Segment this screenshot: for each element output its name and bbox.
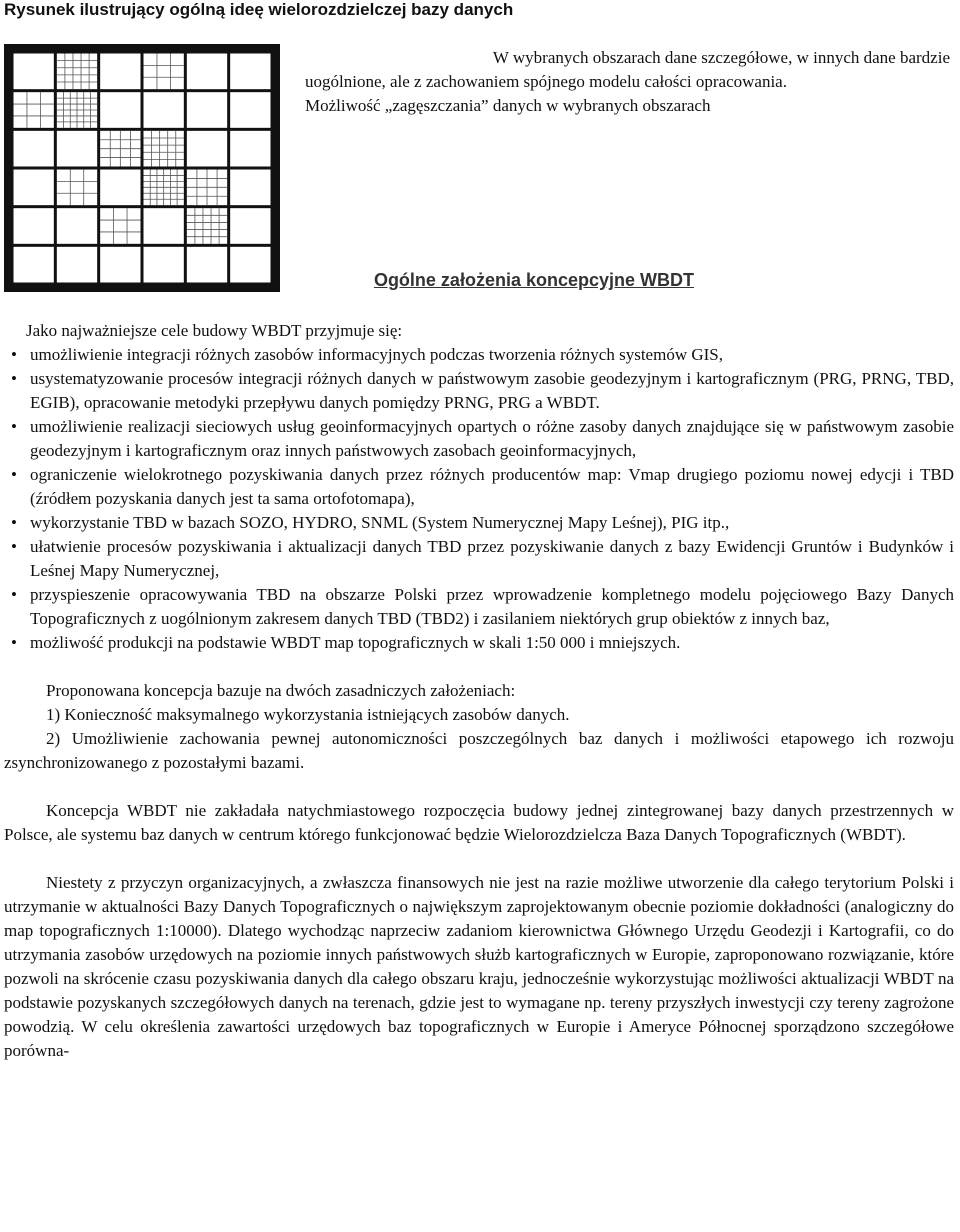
paragraph-1: Koncepcja WBDT nie zakładała natychmiastowego rozpoczęcia budowy jednej zintegrowanej bazy danych przestrzennych w Polsce, ale systemu baz danych w centrum którego funkcjonować będzie Wielorozdzielcza Baza Danych Topograficznych (WBDT). bbox=[4, 801, 954, 844]
bullet-item: • ułatwienie procesów pozyskiwania i aktualizacji danych TBD przez pozyskiwanie danych z bazy Ewidencji Gruntów i Budynków i Leśnej Mapy Numerycznej, bbox=[4, 535, 954, 583]
grid-cell bbox=[57, 131, 97, 167]
grid-cell bbox=[144, 92, 184, 128]
bullet-icon: • bbox=[11, 465, 17, 484]
grid-cell bbox=[187, 131, 227, 167]
bullet-item: • usystematyzowanie procesów integracji różnych danych w państwowym zasobie geodezyjnym i kartograficznym (PRG, PRNG, TBD, EGIB), opracowanie metodyki przepływu danych pomiędzy PRNG, PRG a WBDT. bbox=[4, 367, 954, 415]
grid-cell bbox=[14, 131, 54, 167]
grid-cell bbox=[14, 92, 54, 128]
bullet-item: • umożliwienie realizacji sieciowych usług geoinformacyjnych opartych o różne zasoby danych znajdujące się w państwowym zasobie geodezyjnym i kartograficznym oraz innych państwowych zasobach geoinformacyjnych, bbox=[4, 415, 954, 463]
bullet-item: • umożliwienie integracji różnych zasobów informacyjnych podczas tworzenia różnych systemów GIS, bbox=[4, 343, 954, 367]
grid-cell bbox=[14, 170, 54, 206]
bullet-icon: • bbox=[11, 513, 17, 532]
goals-lead: Jako najważniejsze cele budowy WBDT przyjmuje się: bbox=[26, 321, 403, 340]
grid-cell bbox=[144, 131, 184, 167]
bullet-item: • ograniczenie wielokrotnego pozyskiwania danych przez różnych producentów map: Vmap drugiego poziomu nowej edycji i TBD (źródłem pozyskania danych jest ta sama ortofotomapa), bbox=[4, 463, 954, 511]
concept-item-2: 2) Umożliwienie zachowania pewnej autonomiczności poszczególnych baz danych i możliwości etapowego ich rozwoju zsynchronizowanego z pozostałymi bazami. bbox=[4, 729, 954, 772]
grid-cell bbox=[100, 54, 140, 90]
grid-cell bbox=[187, 54, 227, 90]
grid-cell bbox=[100, 170, 140, 206]
bullet-icon: • bbox=[11, 633, 17, 652]
intro-line-2: uogólnione, ale z zachowaniem spójnego modelu całości opracowania. bbox=[305, 72, 787, 91]
bullet-icon: • bbox=[11, 585, 17, 604]
grid-cell bbox=[230, 208, 270, 244]
grid-cell bbox=[230, 92, 270, 128]
concept-lead: Proponowana koncepcja bazuje na dwóch zasadniczych założeniach: bbox=[46, 681, 516, 700]
bullet-item: • wykorzystanie TBD w bazach SOZO, HYDRO, SNML (System Numerycznej Mapy Leśnej), PIG itp., bbox=[4, 511, 954, 535]
grid-cell bbox=[187, 208, 227, 244]
grid-cell bbox=[144, 208, 184, 244]
bullet-icon: • bbox=[11, 537, 17, 556]
grid-cell bbox=[57, 54, 97, 90]
bullet-item: • możliwość produkcji na podstawie WBDT map topograficznych w skali 1:50 000 i mniejszych. bbox=[4, 631, 954, 655]
grid-cell bbox=[230, 54, 270, 90]
grid-cell bbox=[230, 170, 270, 206]
figure-caption: Rysunek ilustrujący ogólną ideę wielorozdzielczej bazy danych bbox=[4, 0, 514, 19]
grid-cell bbox=[14, 208, 54, 244]
figure-description bbox=[305, 46, 950, 118]
grid-cell bbox=[14, 54, 54, 90]
intro-line-3: Możliwość „zagęszczania” danych w wybranych obszarach bbox=[305, 96, 711, 115]
grid-cell bbox=[187, 92, 227, 128]
grid-cell bbox=[100, 208, 140, 244]
bullet-icon: • bbox=[11, 369, 17, 388]
body-text bbox=[4, 319, 954, 1063]
intro-line-1: W wybranych obszarach dane szczegółowe, w innych dane bardzie bbox=[492, 48, 950, 67]
paragraph-2: Niestety z przyczyn organizacyjnych, a zwłaszcza finansowych nie jest na razie możliwe utworzenie dla całego terytorium Polski i utrzymanie w aktualności Bazy Danych Topograficznych o największym zaprojektowanym obecnie poziomie dokładności (analogiczny do map topograficznych 1:10000). Dlatego wychodząc naprzeciw zadaniom kierownictwa Głównego Urzędu Geodezji i Kartografii, co do utrzymania zasobów urzędowych na poziomie innych państwowych służb kartograficznych w Europie, zaproponowano rozwiązanie, które pozwoli na skrócenie czasu pozyskiwania danych dla całego obszaru kraju, jednocześnie wykorzystując możliwości aktualizacji WBDT na podstawie pozyskanych szczegółowych danych na terenach, gdzie jest to wymagane np. tereny przyszłych inwestycji czy tereny zagrożone powodzią. W celu określenia zawartości urzędowych baz topograficznych w Europie i Ameryce Północnej sporządzono szczegółowe porówna- bbox=[4, 873, 954, 1060]
section-title: Ogólne założenia koncepcyjne WBDT bbox=[373, 270, 694, 290]
grid-cell bbox=[144, 54, 184, 90]
concept-item-1: 1) Konieczność maksymalnego wykorzystania istniejących zasobów danych. bbox=[46, 705, 570, 724]
bullet-icon: • bbox=[11, 345, 17, 364]
grid-cell bbox=[230, 131, 270, 167]
grid-cell bbox=[57, 208, 97, 244]
multiresolution-grid-figure bbox=[4, 44, 280, 292]
bullet-item: • przyspieszenie opracowywania TBD na obszarze Polski przez wprowadzenie kompletnego modelu pojęciowego Bazy Danych Topograficznych z uogólnionym zakresem danych TBD (TBD2) i zasilaniem niektórych grup obiektów z innych baz, bbox=[4, 583, 954, 631]
grid-cell bbox=[57, 170, 97, 206]
grid-cell bbox=[100, 92, 140, 128]
bullet-icon: • bbox=[11, 417, 17, 436]
